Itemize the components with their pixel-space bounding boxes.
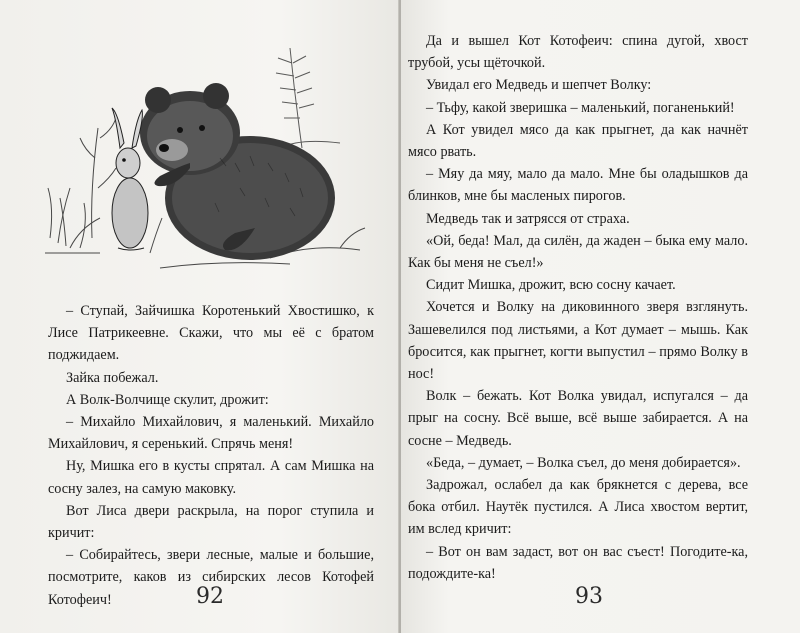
paragraph: «Ой, беда! Мал, да силён, да жаден – быка ему мало. Как бы меня не съел!» (408, 232, 748, 272)
paragraph: – Михайло Михайлович, я маленький. Михайло Михайлович, я серенький. Спрячь меня! (48, 414, 374, 453)
paragraph: Задрожал, ослабел да как брякнется с дерева, все бока отбил. Наутёк пустился. А Лиса хвостом вертит, им вслед кричит: (408, 477, 748, 538)
paragraph: Сидит Мишка, дрожит, всю сосну качает. (426, 277, 676, 294)
paragraph: Медведь так и затрясся от страха. (426, 210, 630, 227)
page-number-right: 93 (575, 584, 603, 609)
paragraph: Волк – бежать. Кот Волка увидал, испугался – да прыг на сосну. Всё выше, всё выше забирается. А на сосне – Медведь. (408, 388, 748, 449)
paragraph: Вот Лиса двери раскрыла, на порог ступила и кричит: (48, 502, 374, 542)
paragraph: Хочется и Волку на диковинного зверя взглянуть. Зашевелился под листьями, а Кот думает – мышь. Как бросится, как прыгнет, когти выпустил – прямо Волку в нос! (408, 299, 748, 383)
paragraph: Ну, Мишка его в кусты спрятал. А сам Мишка на сосну залез, на самую маковку. (48, 458, 374, 497)
paragraph: – Тьфу, какой зверишка – маленький, поганенький! (426, 99, 735, 116)
page-number-left: 92 (196, 584, 224, 609)
paragraph: – Вот он вам задаст, вот он вас съест! Погодите-ка, подождите-ка! (408, 543, 748, 582)
paragraph: – Ступай, Зайчишка Коротенький Хвостишко, к Лисе Патрикеевне. Скажи, что мы её с братом поджидаем. (48, 303, 374, 364)
paragraph: Да и вышел Кот Котофеич: спина дугой, хвост трубой, усы щёточкой. (408, 33, 748, 72)
paragraph: – Собирайтесь, звери лесные, малые и большие, посмотрите, каков из сибирских лесов Котофей Котофеич! (48, 547, 374, 608)
bear-and-hare-illustration (40, 38, 380, 278)
right-page-text (408, 30, 748, 585)
left-page-text (48, 300, 374, 611)
paragraph: А Волк-Волчище скулит, дрожит: (66, 391, 269, 408)
right-page (401, 0, 800, 633)
paragraph: «Беда, – думает, – Волка съел, до меня добирается». (426, 454, 741, 471)
left-page (0, 0, 399, 633)
paragraph: Зайка побежал. (66, 369, 159, 386)
paragraph: Увидал его Медведь и шепчет Волку: (426, 77, 652, 94)
paragraph: – Мяу да мяу, мало да мало. Мне бы оладышков да блинков, мне бы масленых пирогов. (408, 166, 748, 205)
paragraph: А Кот увидел мясо да как прыгнет, да как начнёт мясо рвать. (408, 121, 748, 161)
